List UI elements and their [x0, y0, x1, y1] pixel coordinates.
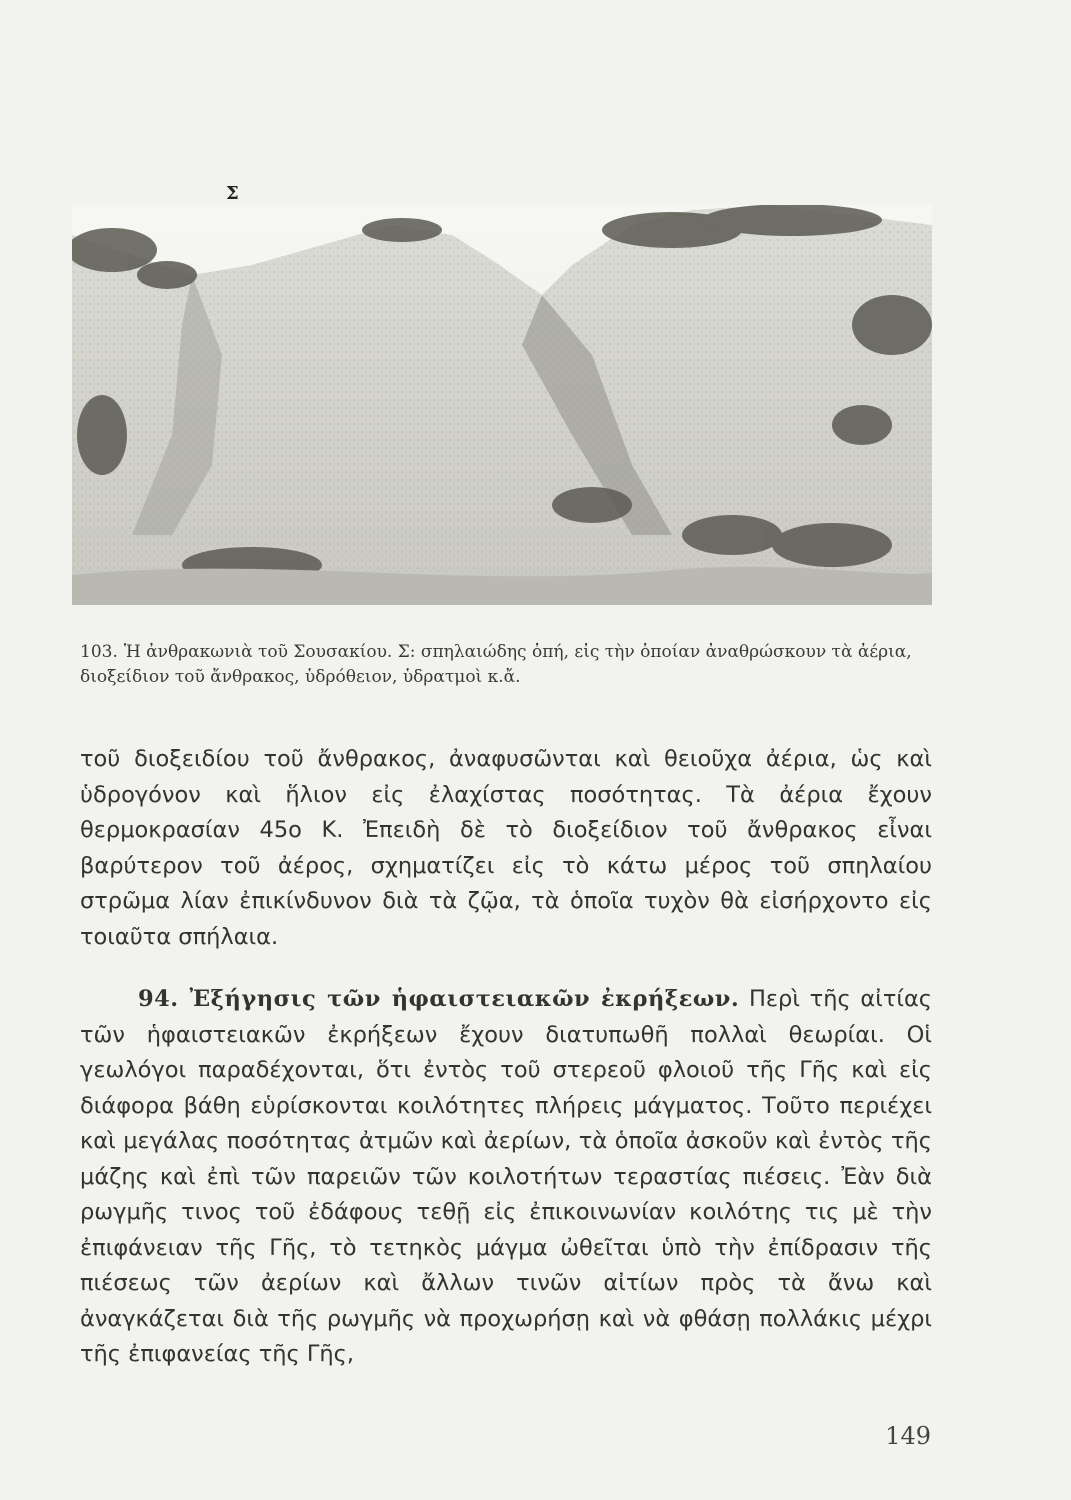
page-number: 149: [885, 1422, 931, 1450]
section-text: Περὶ τῆς αἰτίας τῶν ἡφαιστειακῶν ἐκρήξεων ἔχουν διατυπωθῆ πολλαὶ θεωρίαι. Οἱ γεωλόγοι παραδέχονται, ὅτι ἐντὸς τοῦ στερεοῦ φλοιοῦ τῆς Γῆς καὶ εἰς διάφορα βάθη εὑρίσκονται κοιλότητες πλήρεις μάγματος. Τοῦτο περιέχει καὶ μεγάλας ποσότητας ἀτμῶν καὶ ἀερίων, τὰ ὁποῖα ἀσκοῦν καὶ ἐντὸς τῆς μάζης καὶ ἐπὶ τῶν παρειῶν τῶν κοιλοτήτων τεραστίας πιέσεις. Ἐὰν διὰ ρωγμῆς τινος τοῦ ἐδάφους τεθῇ εἰς ἐπικοινωνίαν κοιλότης τις μὲ τὴν ἐπιφάνειαν τῆς Γῆς, τὸ τετηκὸς μάγμα ὠθεῖται ὑπὸ τὴν ἐπίδρασιν τῆς πιέσεως τῶν ἀερίων καὶ ἄλλων τινῶν αἰτίων πρὸς τὰ ἄνω καὶ ἀναγκάζεται διὰ τῆς ρωγμῆς νὰ προχωρήσῃ καὶ νὰ φθάσῃ πολλάκις μέχρι τῆς ἐπιφανείας τῆς Γῆς,: [80, 986, 933, 1367]
section-heading: 94. Ἐξήγησις τῶν ἡφαιστειακῶν ἐκρήξεων.: [138, 986, 740, 1012]
figure-marker: Σ: [226, 183, 239, 204]
landscape-photo: [72, 205, 932, 605]
paragraph-1: τοῦ διοξειδίου τοῦ ἄνθρακος, ἀναφυσῶνται καὶ θειοῦχα ἀέρια, ὡς καὶ ὑδρογόνον καὶ ἥλιον εἰς ἐλαχίστας ποσότητας. Τὰ ἀέρια ἔχουν θερμοκρασίαν 45ο Κ. Ἐπειδὴ δὲ τὸ διοξείδιον τοῦ ἄνθρακος εἶναι βαρύτερον τοῦ ἀέρος, σχηματίζει εἰς τὸ κάτω μέρος τοῦ σπηλαίου στρῶμα λίαν ἐπικίνδυνον διὰ τὰ ζῷα, τὰ ὁποῖα τυχὸν θὰ εἰσήρχοντο εἰς τοιαῦτα σπήλαια.: [80, 746, 932, 950]
paragraph-2: [80, 982, 932, 1373]
figure-caption: [80, 640, 932, 690]
caption-text: Ἡ ἀνθρακωνιὰ τοῦ Σουσακίου. Σ: σπηλαιώδης ὀπή, εἰς τὴν ὁποίαν ἀναθρώσκουν τὰ ἀέρια, διοξείδιον τοῦ ἄνθρακος, ὑδρόθειον, ὑδρατμοὶ κ.ἄ.: [80, 642, 912, 687]
caption-number: 103.: [80, 642, 118, 662]
figure-photo: [72, 205, 932, 605]
